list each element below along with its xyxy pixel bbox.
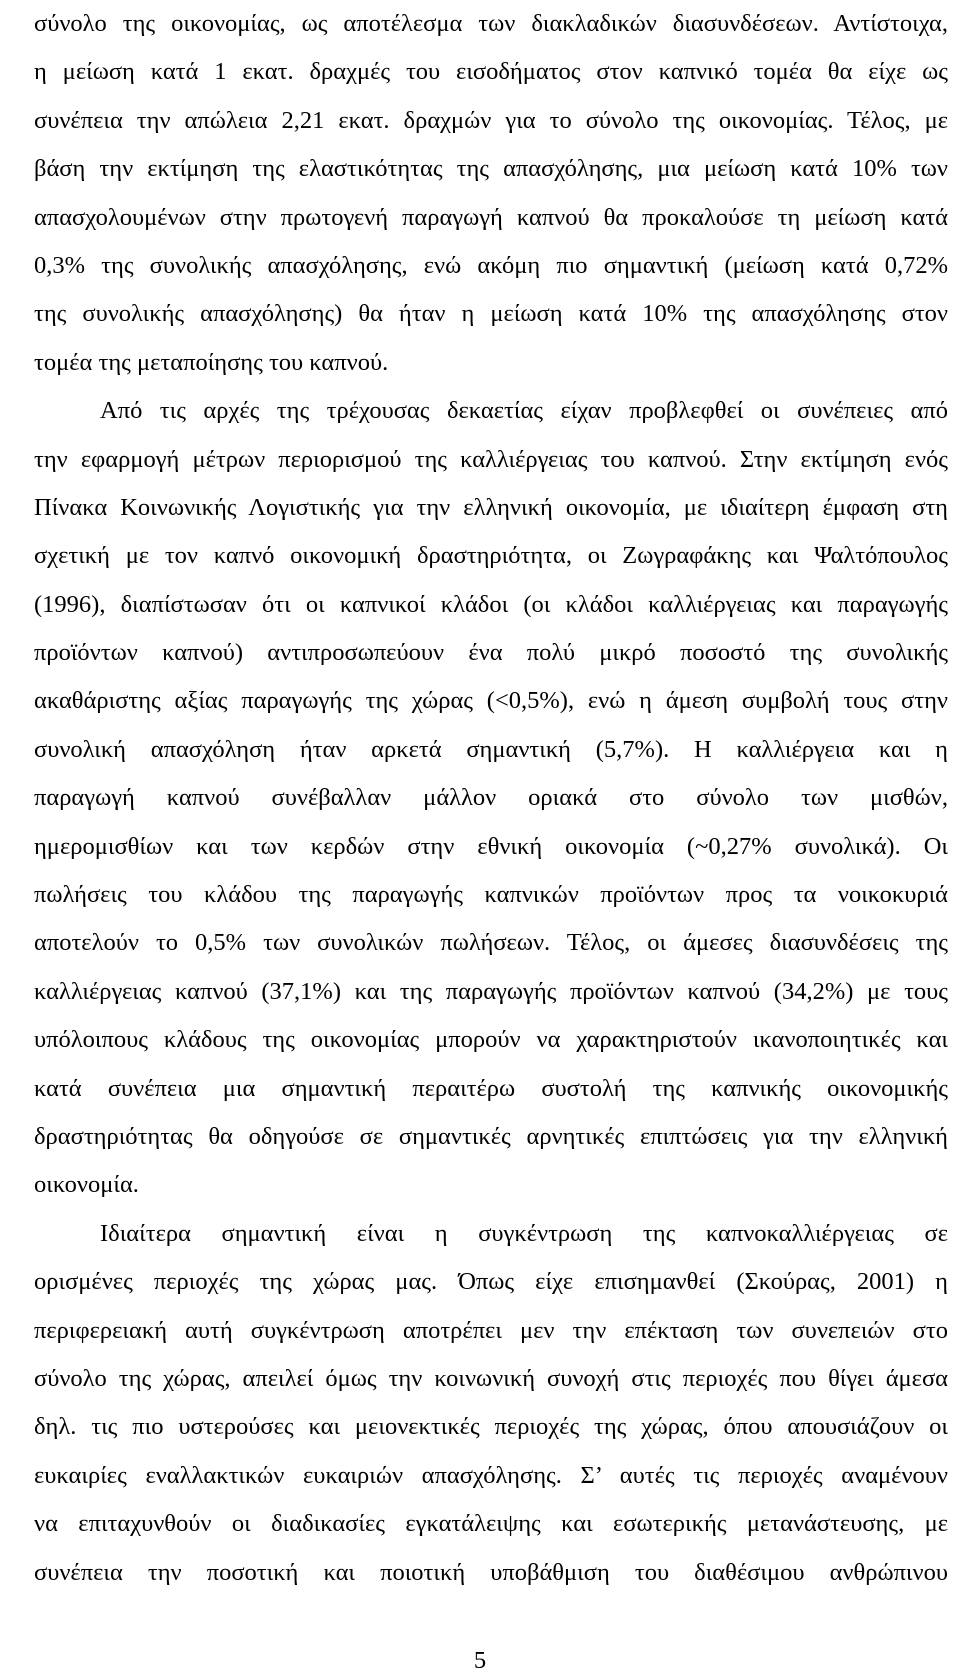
paragraph-first-line: Ιδιαίτερα σημαντική είναι η συγκέντρωση της καπνοκαλλιέργειας σε [100,1219,948,1247]
text-line: υπόλοιπους κλάδους της οικονομίας μπορούν να χαρακτηριστούν ικανοποιητικές και [34,1026,948,1054]
page-number: 5 [473,1647,487,1674]
body-text [34,0,948,1597]
text-line: την εφαρμογή μέτρων περιορισμού της καλλιέργειας του καπνού. Στην εκτίμηση ενός [34,445,948,473]
text-line: συνέπεια την απώλεια 2,21 εκατ. δραχμών για το σύνολο της οικονομίας. Τέλος, με [34,106,948,134]
text-line: κατά συνέπεια μια σημαντική περαιτέρω συστολή της καπνικής οικονομικής [34,1074,948,1102]
text-line: συνέπεια την ποσοτική και ποιοτική υποβάθμιση του διαθέσιμου ανθρώπινου [34,1558,948,1586]
text-line: παραγωγή καπνού συνέβαλλαν μάλλον οριακά στο σύνολο των μισθών, [34,784,948,812]
paragraph-last-line: τομέα της μεταποίησης του καπνού. [34,348,389,376]
paragraph-last-line: οικονομία. [34,1171,139,1199]
text-line: σύνολο της οικονομίας, ως αποτέλεσμα των διακλαδικών διασυνδέσεων. Αντίστοιχα, [34,10,948,37]
text-line: προϊόντων καπνού) αντιπροσωπεύουν ένα πολύ μικρό ποσοστό της συνολικής [34,639,948,667]
text-line: ημερομισθίων και των κερδών στην εθνική οικονομία (~0,27% συνολικά). Οι [34,832,948,860]
text-line: ακαθάριστης αξίας παραγωγής της χώρας (<0,5%), ενώ η άμεση συμβολή τους στην [34,687,948,715]
text-line: της συνολικής απασχόλησης) θα ήταν η μείωση κατά 10% της απασχόλησης στον [34,300,948,328]
text-line: Πίνακα Κοινωνικής Λογιστικής για την ελληνική οικονομία, με ιδιαίτερη έμφαση στη [34,493,948,521]
text-line: η μείωση κατά 1 εκατ. δραχμές του εισοδήματος στον καπνικό τομέα θα είχε ως [34,58,948,86]
text-line: (1996), διαπίστωσαν ότι οι καπνικοί κλάδοι (οι κλάδοι καλλιέργειας και παραγωγής [34,590,948,618]
text-line: 0,3% της συνολικής απασχόλησης, ενώ ακόμη πιο σημαντική (μείωση κατά 0,72% [34,251,948,279]
text-line: αποτελούν το 0,5% των συνολικών πωλήσεων. Τέλος, οι άμεσες διασυνδέσεις της [34,929,948,957]
text-line: καλλιέργειας καπνού (37,1%) και της παραγωγής προϊόντων καπνού (34,2%) με τους [34,977,948,1005]
text-line: συνολική απασχόληση ήταν αρκετά σημαντική (5,7%). Η καλλιέργεια και η [34,735,948,763]
text-line: ορισμένες περιοχές της χώρας μας. Όπως είχε επισημανθεί (Σκούρας, 2001) η [34,1268,948,1296]
text-line: ευκαιρίες εναλλακτικών ευκαιριών απασχόλησης. Σ’ αυτές τις περιοχές αναμένουν [34,1461,948,1489]
text-line: δραστηριότητας θα οδηγούσε σε σημαντικές αρνητικές επιπτώσεις για την ελληνική [34,1122,948,1150]
text-line: δηλ. τις πιο υστερούσες και μειονεκτικές περιοχές της χώρας, όπου απουσιάζουν οι [34,1413,948,1441]
text-line: απασχολουμένων στην πρωτογενή παραγωγή καπνού θα προκαλούσε τη μείωση κατά [34,203,948,231]
text-line: να επιταχυνθούν οι διαδικασίες εγκατάλειψης και εσωτερικής μετανάστευσης, με [34,1510,948,1538]
text-line: σύνολο της χώρας, απειλεί όμως την κοινωνική συνοχή στις περιοχές που θίγει άμεσα [34,1364,948,1392]
text-line: πωλήσεις του κλάδου της παραγωγής καπνικών προϊόντων προς τα νοικοκυριά [34,881,948,909]
text-line: βάση την εκτίμηση της ελαστικότητας της απασχόλησης, μια μείωση κατά 10% των [34,155,948,183]
paragraph-first-line: Από τις αρχές της τρέχουσας δεκαετίας είχαν προβλεφθεί οι συνέπειες από [100,397,948,425]
text-line: περιφερειακή αυτή συγκέντρωση αποτρέπει μεν την επέκταση των συνεπειών στο [34,1316,948,1344]
text-line: σχετική με τον καπνό οικονομική δραστηριότητα, οι Ζωγραφάκης και Ψαλτόπουλος [34,542,948,570]
